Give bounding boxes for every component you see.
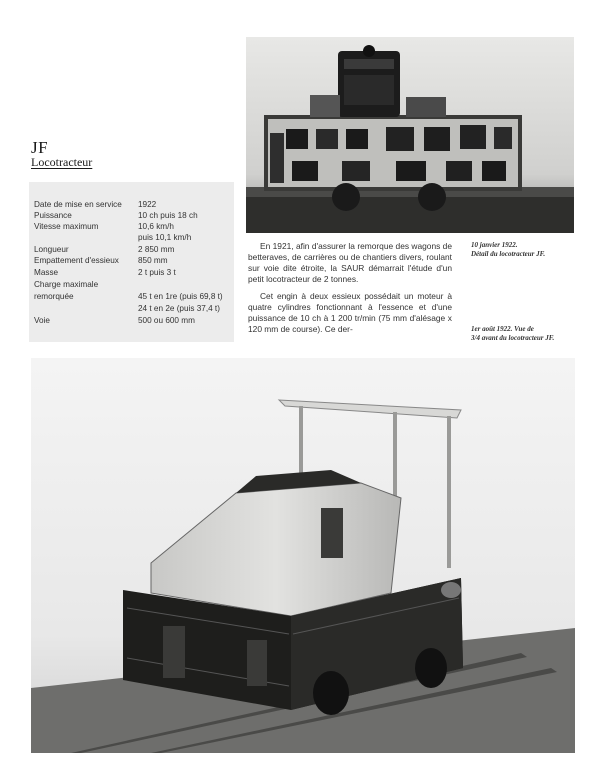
page-title: JF: [31, 138, 49, 157]
spec-value: 45 t en 1re (puis 69,8 t): [138, 292, 223, 301]
body-text: [248, 241, 452, 341]
photo-locotracteur-detail: [246, 37, 574, 233]
caption-detail: [471, 241, 581, 259]
spec-label: Masse: [34, 268, 59, 277]
spec-label: Voie: [34, 316, 50, 325]
spec-label: Date de mise en service: [34, 200, 122, 209]
spec-value: 850 mm: [138, 256, 168, 265]
spec-value: puis 10,1 km/h: [138, 233, 192, 242]
caption-three-quarter-date: 1er août 1922. Vue de: [471, 325, 534, 333]
body-paragraph-2: Cet engin à deux essieux possédait un moteur à quatre cylindres fonctionnant à l'essence et d'une puissance de 10 ch à 1 200 tr/min (75 mm d'alésage x 120 mm de course). Ce der-: [248, 291, 452, 334]
spec-label: Vitesse maximum: [34, 222, 99, 231]
spec-label: Longueur: [34, 245, 69, 254]
spec-value: 1922: [138, 200, 157, 209]
spec-value: 2 850 mm: [138, 245, 175, 254]
spec-value: 24 t en 2e (puis 37,4 t): [138, 304, 220, 313]
photo-locotracteur-three-quarter: [31, 358, 575, 753]
caption-three-quarter: [471, 325, 581, 343]
spec-label: remorquée: [34, 292, 74, 301]
spec-label: Puissance: [34, 211, 72, 220]
spec-label: Empattement d'essieux: [34, 256, 119, 265]
caption-detail-date: 10 janvier 1922.: [471, 241, 518, 249]
photo-detail-image: [246, 37, 574, 233]
caption-detail-text: Détail du locotracteur JF.: [471, 250, 546, 258]
page-subtitle: Locotracteur: [31, 155, 93, 169]
spec-value: 10 ch puis 18 ch: [138, 211, 198, 220]
photo-three-quarter-image: [31, 358, 575, 753]
caption-three-quarter-text: 3/4 avant du locotracteur JF.: [471, 334, 555, 342]
spec-label: Charge maximale: [34, 280, 99, 289]
spec-value: 2 t puis 3 t: [138, 268, 176, 277]
spec-value: 10,6 km/h: [138, 222, 174, 231]
body-paragraph-1: En 1921, afin d'assurer la remorque des wagons de betteraves, de carrières ou de chantiers divers, roulant sur voie dite étroite, la SAUR démarrait l'étude d'un petit locotracteur de 2 tonnes.: [248, 241, 452, 284]
spec-value: 500 ou 600 mm: [138, 316, 195, 325]
specifications-table: [29, 182, 234, 342]
